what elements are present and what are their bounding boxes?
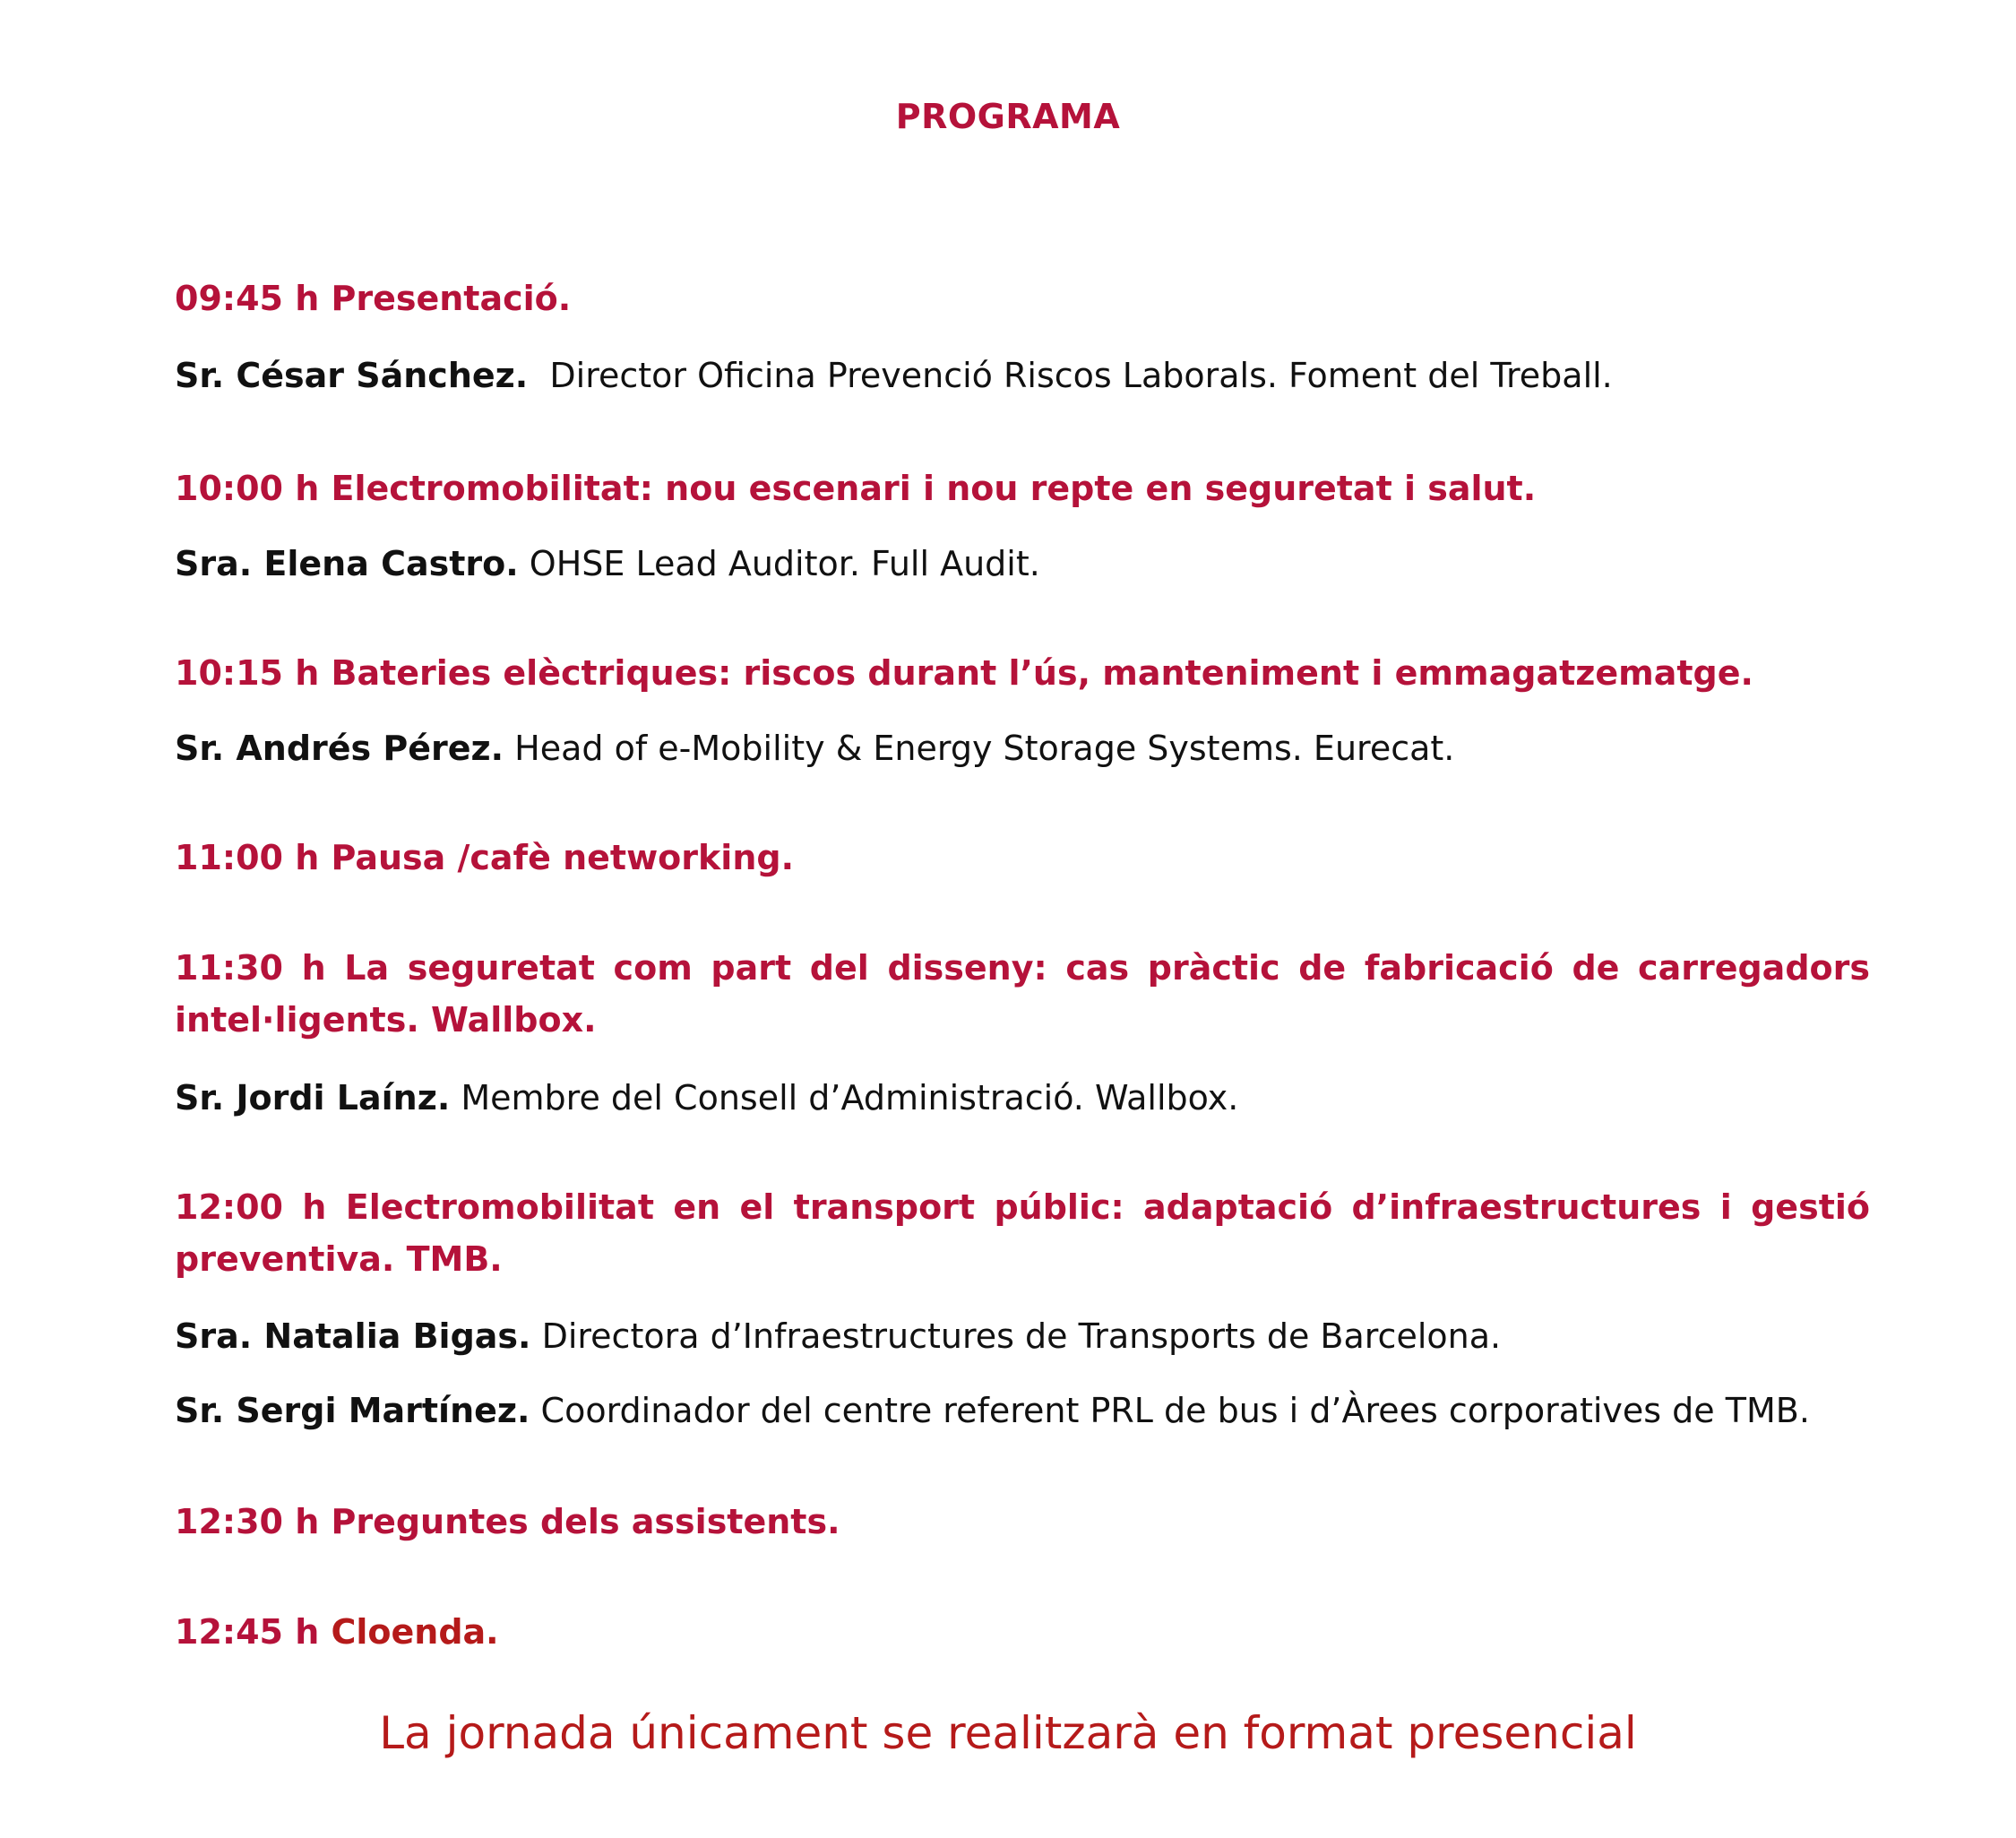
speaker-role: Directora d’Infraestructures de Transports de Barcelona. (530, 1316, 1502, 1356)
agenda-item-heading: Electromobilitat en el transport públic: adaptació d’infraestructures i gestió preventiva. TMB. (175, 1187, 1870, 1279)
agenda-item-heading: La seguretat com part del disseny: cas pràctic de fabricació de carregadors intel·ligents. Wallbox. (175, 948, 1870, 1040)
speaker-role: Membre del Consell d’Administració. Wallbox. (450, 1078, 1239, 1117)
speaker-line (175, 540, 1870, 587)
speaker-role: Director Oficina Prevenció Riscos Laborals. Foment del Treball. (528, 356, 1613, 395)
speaker-line (175, 352, 1870, 399)
footer-note: La jornada únicament se realitzarà en format presencial (379, 1707, 1637, 1759)
agenda-item-title (175, 1181, 1870, 1285)
page-title: PROGRAMA (895, 97, 1121, 136)
speaker-role: Coordinador del centre referent PRL de bus i d’Àrees corporatives de TMB. (530, 1391, 1810, 1430)
agenda-item-title (175, 647, 1870, 699)
speaker-role: Head of e-Mobility & Energy Storage Systems. Eurecat. (504, 729, 1455, 768)
agenda-item-title (175, 942, 1870, 1046)
agenda-item-title (175, 1606, 1870, 1658)
agenda-item-title (175, 462, 1870, 514)
speaker-name: Sr. César Sánchez. (175, 356, 529, 395)
agenda-item-heading: Pausa /cafè networking. (331, 838, 795, 877)
speaker-line (175, 725, 1870, 772)
speaker-line (175, 1387, 1870, 1434)
speaker-name: Sra. Elena Castro. (175, 544, 519, 583)
speaker-line (175, 1074, 1870, 1121)
agenda-item-title (175, 1496, 1870, 1548)
speaker-role: OHSE Lead Auditor. Full Audit. (518, 544, 1040, 583)
agenda-item-heading: Cloenda. (331, 1612, 499, 1652)
agenda-item-time: 12:30 h (175, 1502, 320, 1541)
agenda-item-heading: Bateries elèctriques: riscos durant l’ús, manteniment i emmagatzematge. (331, 653, 1753, 693)
agenda-item-title (175, 832, 1870, 884)
agenda-item-title (175, 272, 1870, 324)
agenda-item-time: 12:45 h (175, 1612, 320, 1652)
agenda-item-time: 09:45 h (175, 279, 320, 318)
speaker-name: Sr. Sergi Martínez. (175, 1391, 530, 1430)
agenda-item-heading: Electromobilitat: nou escenari i nou repte en seguretat i salut. (331, 469, 1537, 508)
agenda-item-time: 11:30 h (175, 948, 326, 988)
speaker-line (175, 1313, 1870, 1359)
speaker-name: Sr. Andrés Pérez. (175, 729, 504, 768)
agenda-item-time: 10:00 h (175, 469, 320, 508)
agenda-item-heading: Preguntes dels assistents. (331, 1502, 840, 1541)
speaker-name: Sra. Natalia Bigas. (175, 1316, 531, 1356)
speaker-name: Sr. Jordi Laínz. (175, 1078, 451, 1117)
agenda-item-time: 12:00 h (175, 1187, 327, 1227)
agenda-item-time: 11:00 h (175, 838, 320, 877)
agenda-item-time: 10:15 h (175, 653, 320, 693)
agenda-item-heading: Presentació. (331, 279, 572, 318)
